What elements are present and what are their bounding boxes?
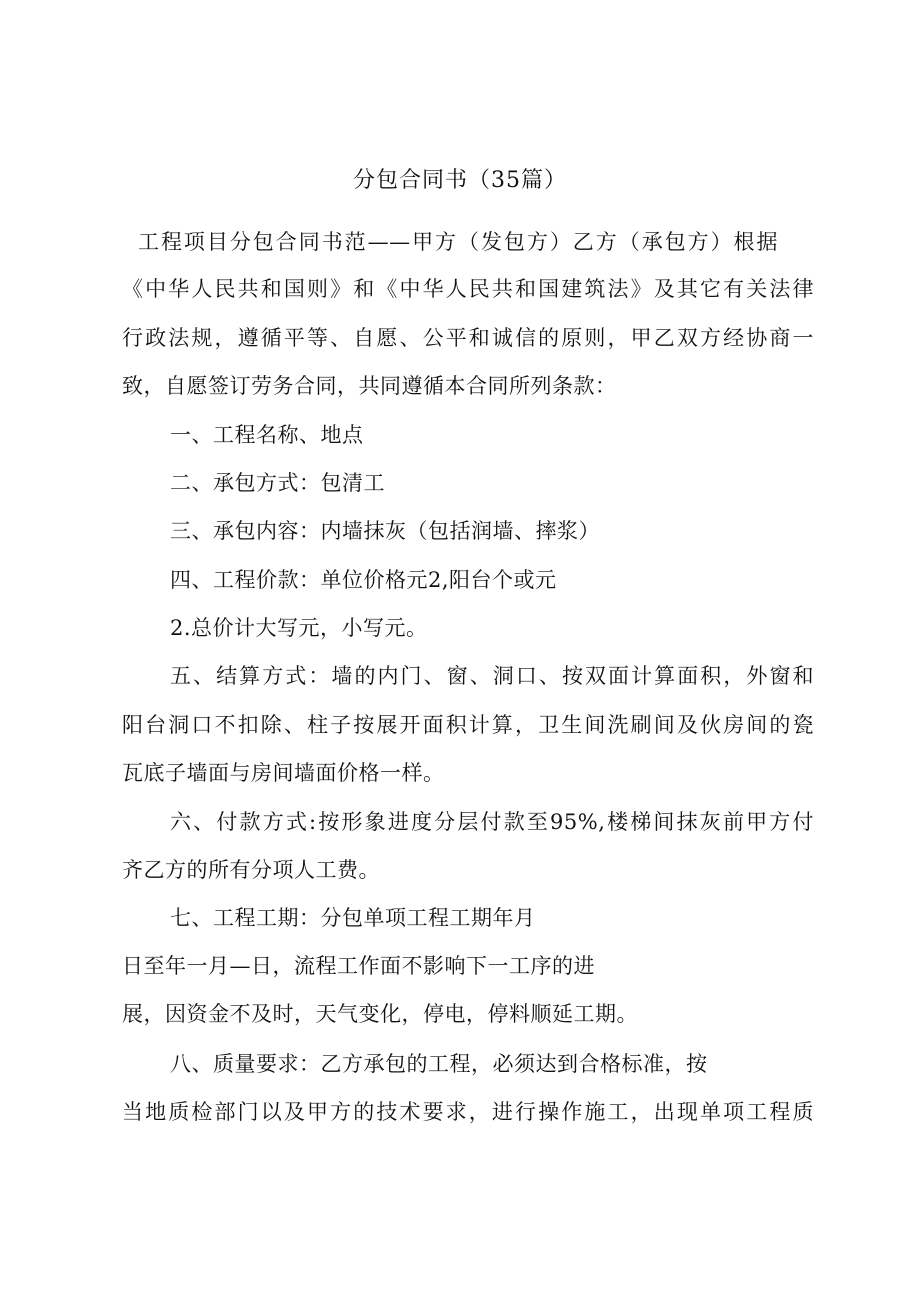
- paragraph-line: 行政法规，遵循平等、自愿、公平和诚信的原则，甲乙双方经协商一: [122, 326, 814, 350]
- paragraph-line: 齐乙方的所有分项人工费。: [122, 858, 380, 882]
- clause-heading: 四、工程价款：单位价格元2,阳台个或元: [170, 568, 557, 592]
- clause-heading: 七、工程工期：分包单项工程工期年月: [170, 906, 536, 930]
- paragraph-line: 瓦底子墙面与房间墙面价格一样。: [122, 761, 445, 785]
- paragraph-line: 工程项目分包合同书范——甲方（发包方）乙方（承包方）根据: [138, 230, 778, 254]
- clause-heading: 六、付款方式:按形象进度分层付款至95%,楼梯间抹灰前甲方付: [170, 810, 814, 834]
- clause-heading: 八、质量要求：乙方承包的工程，必须达到合格标准，按: [170, 1052, 708, 1076]
- clause-heading: 二、承包方式：包清工: [170, 471, 385, 495]
- document-title: 分包合同书（35篇）: [353, 168, 567, 193]
- clause-heading: 三、承包内容：内墙抹灰（包括润墙、摔浆）: [170, 519, 600, 543]
- paragraph-line: 2.总价计大写元，小写元。: [170, 616, 428, 640]
- paragraph-line: 当地质检部门以及甲方的技术要求，进行操作施工，出现单项工程质: [122, 1100, 814, 1124]
- clause-heading: 五、结算方式：墙的内门、窗、洞口、按双面计算面积，外窗和: [170, 664, 814, 688]
- paragraph-line: 《中华人民共和国则》和《中华人民共和国建筑法》及其它有关法律: [122, 277, 814, 301]
- paragraph-line: 日至年一月—日，流程工作面不影响下一工序的进: [122, 954, 595, 978]
- clause-heading: 一、工程名称、地点: [170, 423, 364, 447]
- paragraph-line: 致，自愿签订劳务合同，共同遵循本合同所列条款：: [122, 374, 617, 398]
- paragraph-line: 阳台洞口不扣除、柱子按展开面积计算，卫生间洗刷间及伙房间的瓷: [122, 713, 814, 737]
- paragraph-line: 展，因资金不及时，天气变化，停电，停料顺延工期。: [122, 1002, 638, 1026]
